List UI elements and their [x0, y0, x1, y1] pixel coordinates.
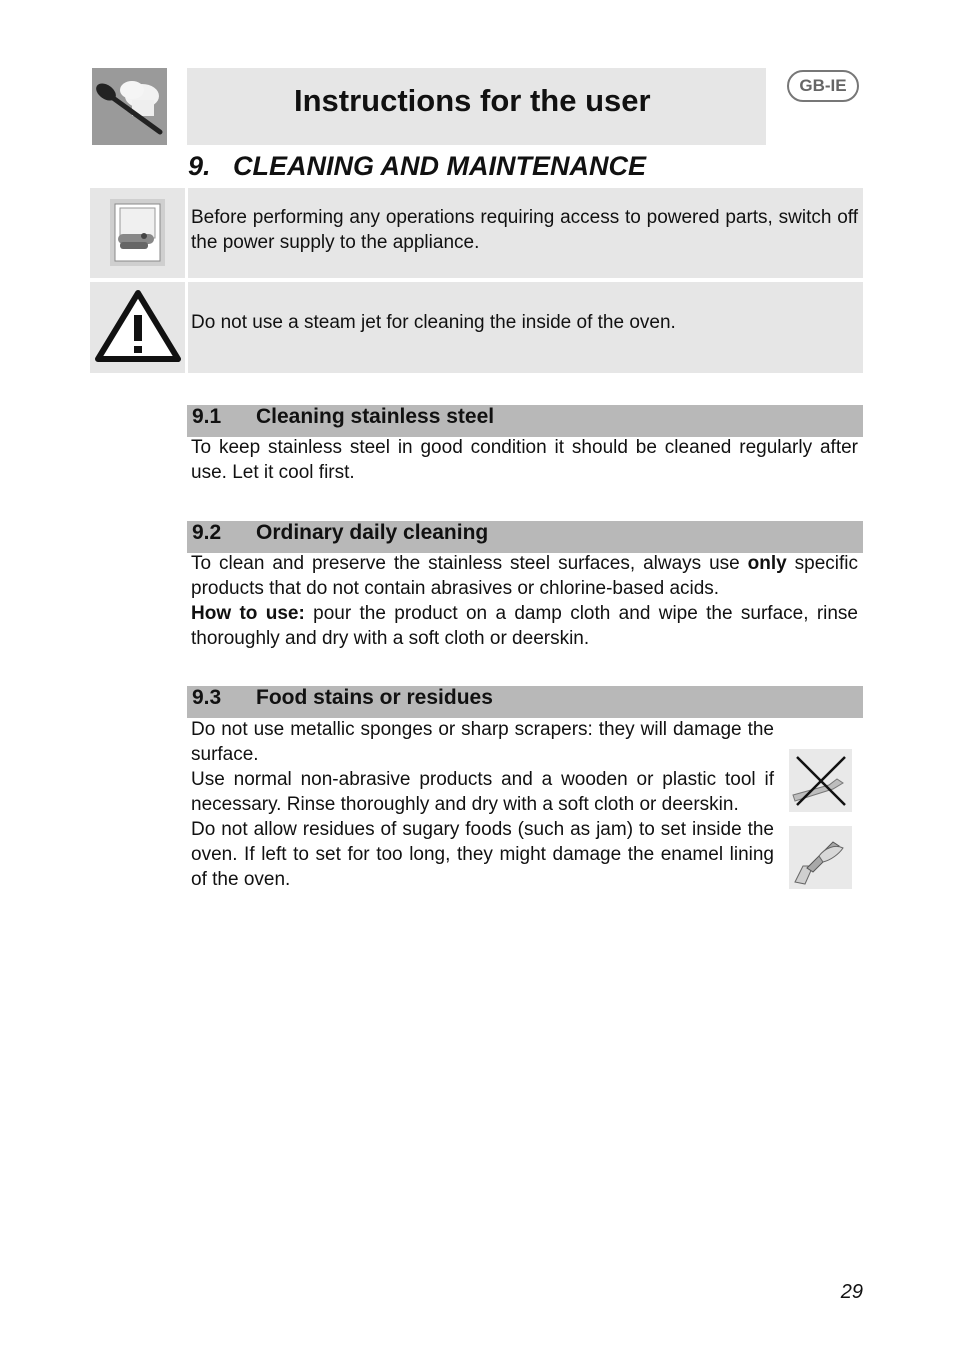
language-badge: GB-IE	[787, 70, 859, 102]
subsection-number: 9.3	[192, 686, 222, 709]
subsection-text-9-2	[191, 551, 858, 651]
chef-logo	[92, 68, 167, 145]
subsection-header-9-3	[187, 686, 863, 718]
paragraph-text: specific products that do not contain abrasives or chlorine-based acids.	[191, 553, 858, 599]
section-number: 9.	[188, 151, 211, 181]
subsection-text-9-1: To keep stainless steel in good condition it should be cleaned regularly after use. Let it cool first.	[191, 437, 858, 483]
paragraph-text: Do not allow residues of sugary foods (such as jam) to set inside the oven. If left to set for too long, they might damage the enamel lining of the oven.	[191, 819, 774, 890]
subsection-title: Food stains or residues	[256, 686, 493, 709]
crossed-scraper-icon	[789, 749, 852, 812]
emphasis-only: only	[747, 553, 787, 574]
subsection-text-9-3	[191, 717, 774, 892]
page-number: 29	[840, 1281, 863, 1303]
wooden-spatula-image	[789, 826, 852, 889]
how-to-use-text: pour the product on a damp cloth and wipe the surface, rinse thoroughly and dry with a soft cloth or deerskin.	[191, 603, 858, 649]
subsection-header-9-2	[187, 521, 863, 553]
warning-note-text: Do not use a steam jet for cleaning the inside of the oven.	[191, 312, 676, 333]
power-note-icon-cell	[90, 188, 185, 278]
paragraph-text: To clean and preserve the stainless steel surfaces, always use	[191, 553, 748, 574]
how-to-use-label: How to use:	[191, 603, 305, 624]
chef-spoon-icon	[92, 68, 167, 145]
crossed-scraper-image	[789, 749, 852, 812]
wooden-spatula-icon	[789, 826, 852, 889]
subsection-number: 9.2	[192, 521, 222, 544]
warning-triangle-icon	[90, 282, 185, 373]
paragraph-text: Do not use metallic sponges or sharp scrapers: they will damage the surface.	[191, 719, 774, 765]
subsection-header-9-1	[187, 405, 863, 437]
power-note-text: Before performing any operations requiring access to powered parts, switch off the power supply to the appliance.	[191, 207, 858, 253]
subsection-title: Cleaning stainless steel	[256, 405, 495, 428]
section-title: CLEANING AND MAINTENANCE	[233, 151, 646, 181]
power-switch-icon	[90, 188, 185, 278]
subsection-title: Ordinary daily cleaning	[256, 521, 489, 544]
warning-note-icon-cell	[90, 282, 185, 373]
subsection-number: 9.1	[192, 405, 222, 428]
section-heading	[188, 151, 646, 182]
page-title: Instructions for the user	[294, 83, 651, 118]
paragraph-text: Use normal non-abrasive products and a wooden or plastic tool if necessary. Rinse thoroughly and dry with a soft cloth or deerskin.	[191, 769, 774, 815]
